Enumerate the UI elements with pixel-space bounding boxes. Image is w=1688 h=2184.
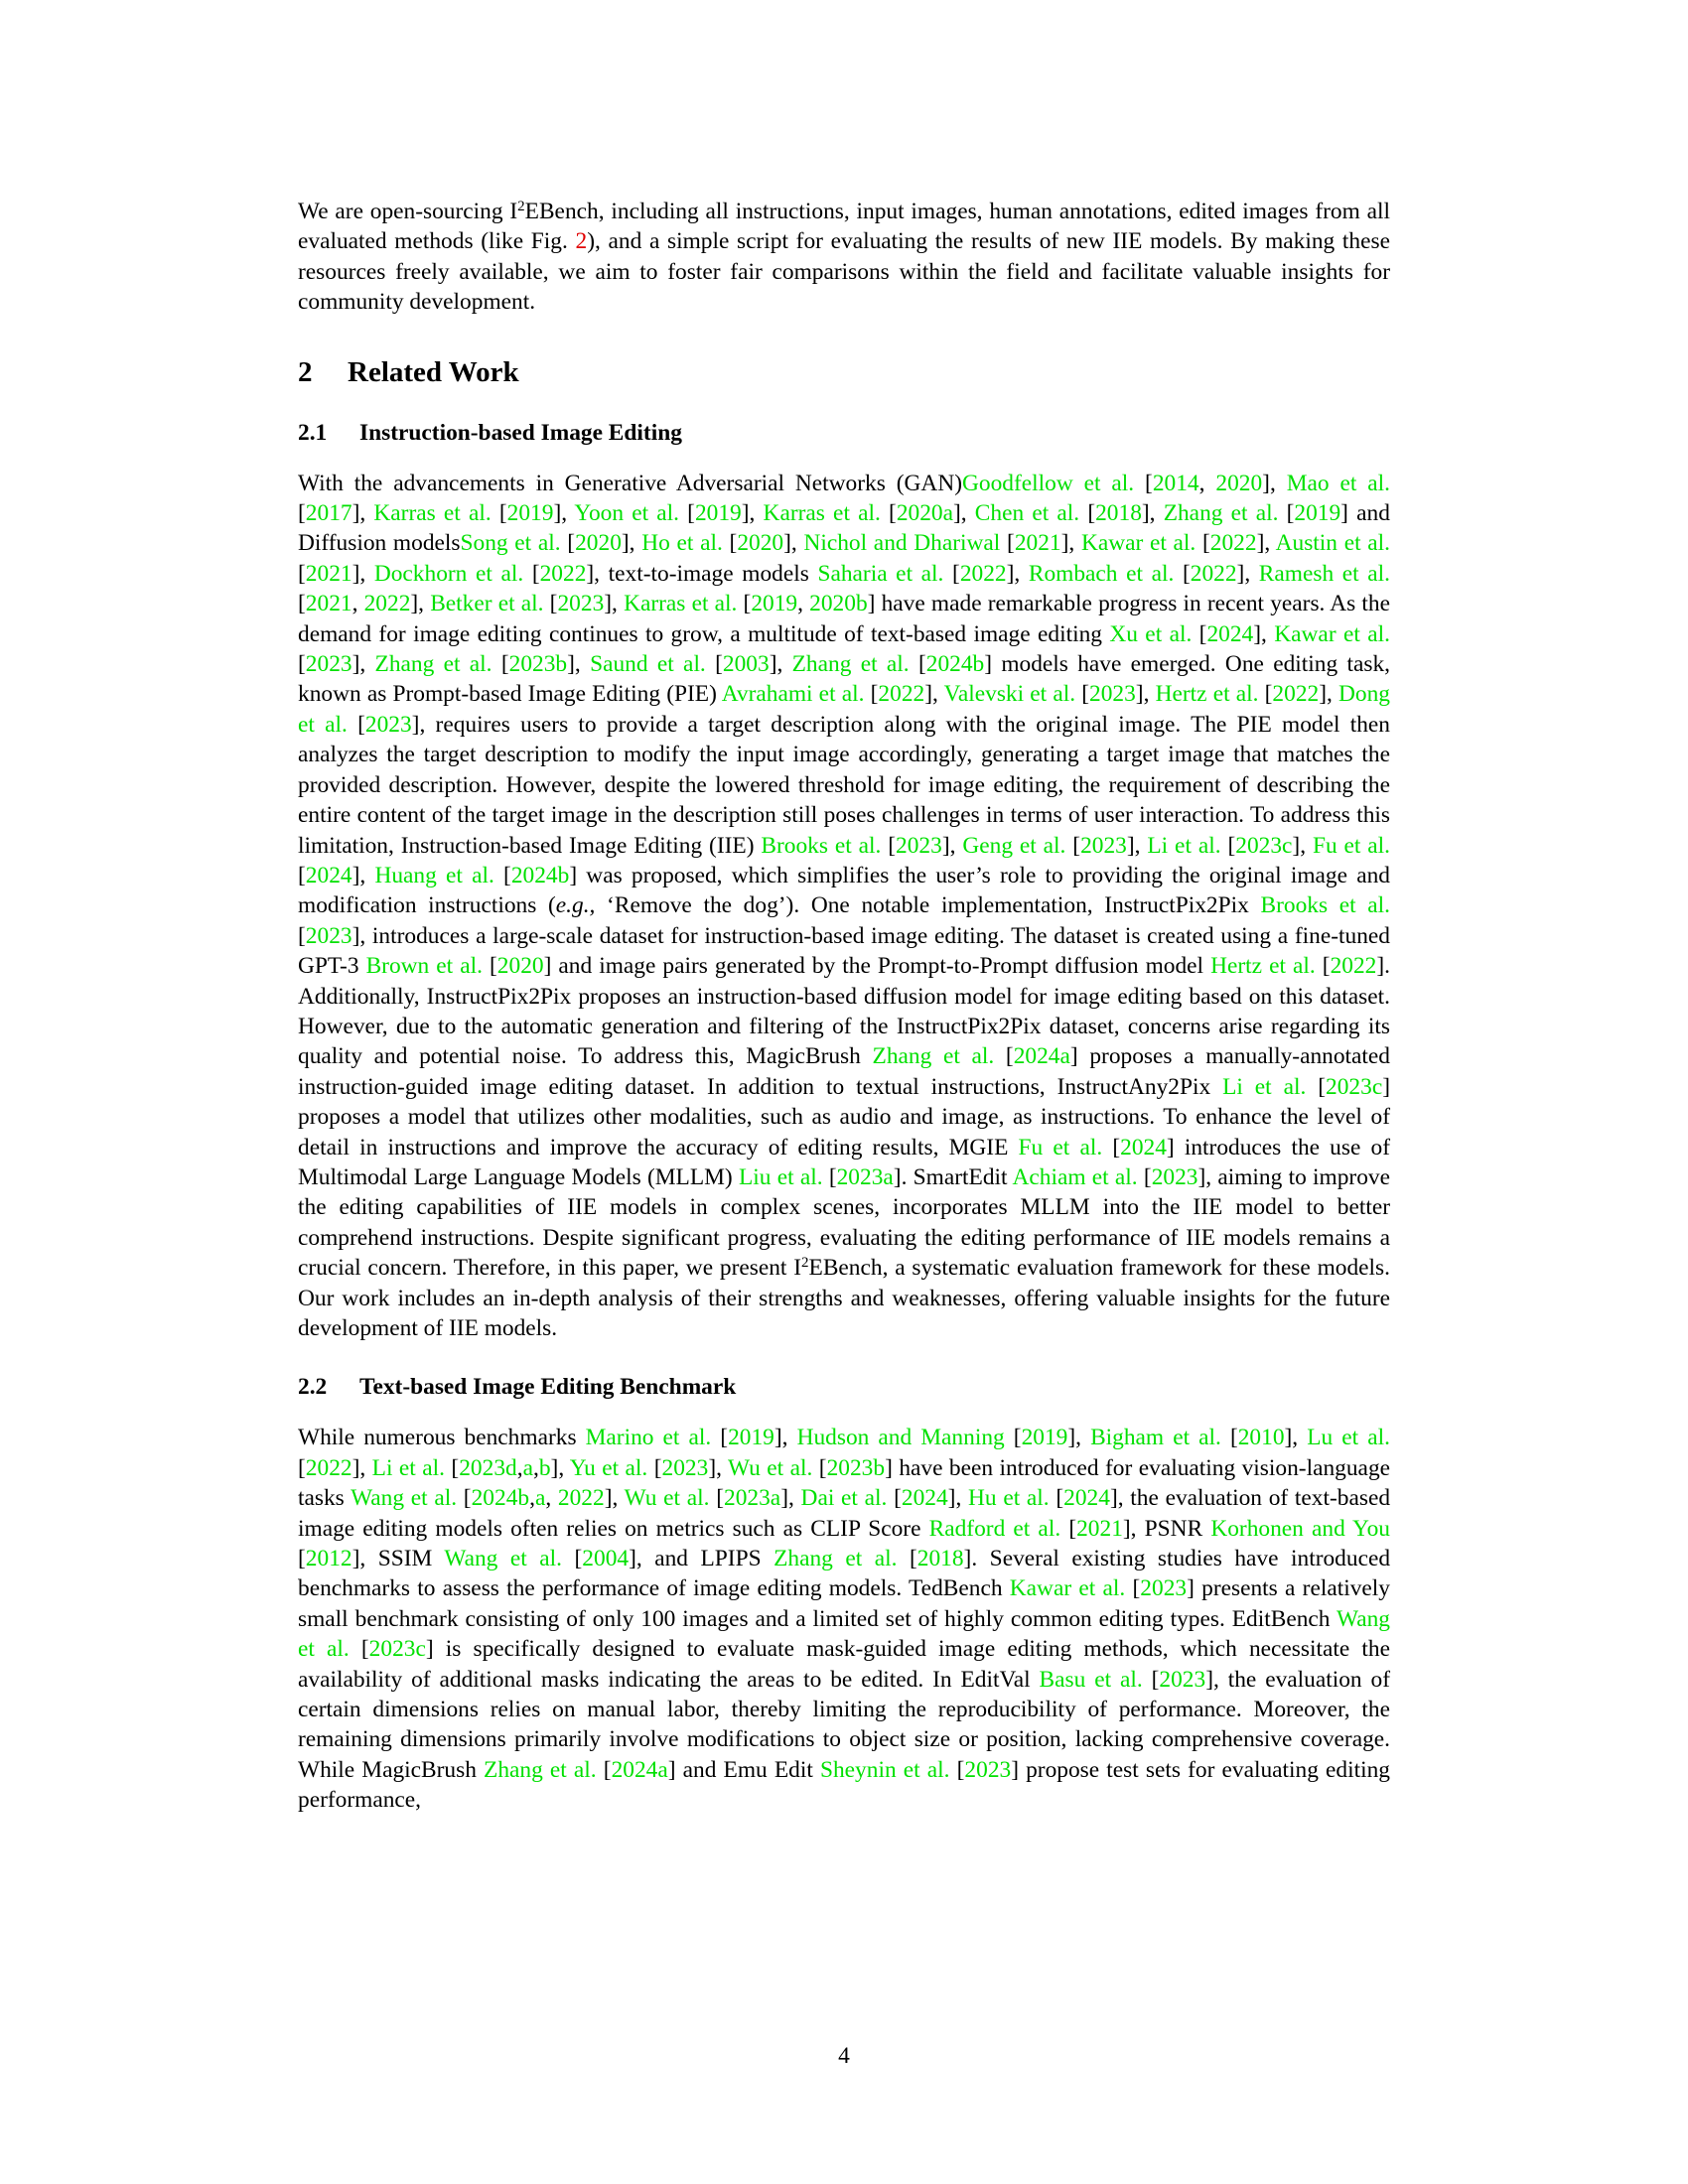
subsection-heading-benchmark	[298, 1373, 1390, 1401]
citation-link[interactable]: 2022	[557, 1485, 605, 1512]
body-text: ],	[780, 1485, 801, 1512]
citation-link[interactable]: 2024	[1206, 620, 1254, 647]
citation-link[interactable]: 2022	[305, 1454, 352, 1481]
citation-link[interactable]: 2023a	[836, 1163, 894, 1190]
body-text: [	[493, 862, 511, 888]
body-text: ] have made remarkable progress in recent years. As the demand for image editing continues to grow, a multitude of text-based image editing	[298, 591, 1391, 647]
body-text: [	[864, 681, 879, 708]
citation-link[interactable]: Saund et al.	[590, 651, 706, 678]
body-text: [	[709, 1485, 725, 1512]
subsection-title: Instruction-based Image Editing	[359, 419, 682, 446]
body-text: [	[491, 500, 507, 527]
body-text: [	[1075, 681, 1090, 708]
citation-link[interactable]: 2018	[916, 1546, 964, 1572]
body-text: ],	[769, 651, 792, 678]
citation-link[interactable]: Fu et al.	[1312, 832, 1391, 859]
intro-text: ), and a simple script for evaluating the results of new IIE models. By making these resources freely available, we aim to foster fair comparisons within the field and facilitate valuable insights for community development.	[298, 228, 1390, 316]
citation-link[interactable]: 2019	[506, 500, 554, 527]
page-number: 4	[838, 2043, 850, 2069]
citation-link[interactable]: 2019	[728, 1425, 774, 1451]
citation-link[interactable]: 2023	[305, 922, 352, 949]
body-text: [	[897, 1546, 917, 1572]
body-text: ]. Several existing studies have introduced benchmarks to assess the performance of image editing models. TedBench	[298, 1546, 1391, 1602]
body-text: ], text-to-image models	[586, 560, 818, 587]
citation-link[interactable]: 2023b	[826, 1454, 886, 1481]
citation-link[interactable]: 2010	[1237, 1425, 1285, 1451]
citation-link[interactable]: Song et al.	[460, 530, 561, 557]
citation-link[interactable]: Kawar et al.	[1009, 1575, 1126, 1602]
citation-link[interactable]: 2022	[1190, 560, 1237, 587]
body-text: ],	[550, 1454, 570, 1481]
body-text: ],	[1006, 560, 1029, 587]
citation-link[interactable]: 2023a	[724, 1485, 781, 1512]
body-text: [	[1220, 1425, 1238, 1451]
body-text: ],	[604, 1485, 625, 1512]
body-text: ,	[797, 591, 810, 617]
body-text: ],	[553, 500, 575, 527]
body-text: [	[1258, 681, 1273, 708]
body-text: With the advancements in Generative Adversarial Networks (GAN)	[298, 470, 962, 496]
citation-link[interactable]: Brooks et al.	[1260, 892, 1390, 919]
citation-link[interactable]: 2020	[575, 530, 622, 557]
body-text: [	[298, 560, 306, 587]
body-text: ],	[941, 832, 963, 859]
body-text: [	[457, 1485, 472, 1512]
citation-link[interactable]: Li et al.	[1147, 832, 1221, 859]
citation-link[interactable]: 2019	[1294, 500, 1341, 527]
citation-link[interactable]: Kawar et al.	[1080, 530, 1196, 557]
body-text: ],	[567, 651, 591, 678]
body-text: ] models have emerged. One editing task, known as Prompt-based Image Editing (PIE)	[298, 651, 1391, 708]
body-text: ]. SmartEdit	[893, 1163, 1013, 1190]
body-text: [	[298, 1454, 306, 1481]
citation-link[interactable]: 2022	[959, 560, 1007, 587]
citation-link[interactable]: 2024b	[471, 1485, 530, 1512]
body-text: [	[887, 1485, 902, 1512]
citation-link[interactable]: 2014	[1152, 470, 1199, 496]
body-text: [	[1004, 1425, 1022, 1451]
superscript: 2	[517, 199, 525, 214]
body-text: [	[298, 651, 306, 678]
citation-link[interactable]: Wang et al.	[351, 1485, 458, 1512]
body-text: ],	[1256, 530, 1276, 557]
body-text: ] proposes a model that utilizes other modalities, such as audio and image, as instructions. To enhance the level of detail in instructions and improve the accuracy of editing results, MGIE	[298, 1073, 1390, 1160]
body-text: [	[1065, 832, 1081, 859]
citation-link[interactable]: 2004	[582, 1546, 630, 1572]
body-text: ],	[708, 1454, 728, 1481]
body-text: ],	[1135, 681, 1156, 708]
body-text: ], introduces a large-scale dataset for instruction-based image editing. The dataset is created using a fine-tuned GPT-3	[298, 922, 1390, 980]
citation-link[interactable]: 2023	[896, 832, 942, 859]
body-text: ],	[1292, 832, 1313, 859]
citation-link[interactable]: 2024	[305, 862, 352, 888]
body-text: ], PSNR	[1122, 1515, 1211, 1542]
citation-link[interactable]: 2023	[557, 591, 605, 617]
citation-link[interactable]: 2012	[305, 1546, 352, 1572]
citation-link[interactable]: 2020	[737, 530, 784, 557]
body-text: [	[737, 591, 752, 617]
body-text: [	[1000, 530, 1015, 557]
body-text: ] and image pairs generated by the Prompt-to-Prompt diffusion model	[543, 953, 1211, 980]
body-text: [	[523, 560, 540, 587]
body-text: [	[822, 1163, 837, 1190]
body-text: ],	[1262, 470, 1287, 496]
citation-link[interactable]: Betker et al.	[430, 591, 544, 617]
citation-link[interactable]: Zhang et al.	[1163, 500, 1279, 527]
citation-link[interactable]: Li et al.	[371, 1454, 445, 1481]
body-text: [	[1134, 470, 1153, 496]
body-text: ],	[1319, 681, 1338, 708]
body-text: [	[1278, 500, 1295, 527]
citation-link[interactable]: Hertz et al.	[1155, 681, 1259, 708]
citation-link[interactable]: 2023c	[1235, 832, 1293, 859]
citation-link[interactable]: Zhang et al.	[484, 1756, 597, 1783]
body-text: [	[1142, 1666, 1160, 1693]
citation-link[interactable]: Brown et al.	[365, 953, 483, 980]
body-text: ],	[774, 1425, 797, 1451]
citation-link[interactable]: Wang et al.	[444, 1546, 562, 1572]
citation-link[interactable]: Karras et al.	[624, 591, 738, 617]
body-text: [	[1174, 560, 1191, 587]
citation-link[interactable]: Dockhorn et al.	[373, 560, 524, 587]
body-text: [	[994, 1043, 1014, 1070]
citation-link[interactable]: Huang et al.	[374, 862, 494, 888]
citation-link[interactable]: 2022	[1209, 530, 1257, 557]
body-text: ,	[516, 1454, 523, 1481]
body-text: [	[949, 1756, 965, 1783]
citation-link[interactable]: Zhang et al.	[791, 651, 910, 678]
citation-link[interactable]: Nichol and Dhariwal	[803, 530, 1001, 557]
citation-link[interactable]: Mao et al.	[1286, 470, 1390, 496]
citation-link[interactable]: Achiam et al.	[1012, 1163, 1138, 1190]
citation-link[interactable]: b	[538, 1454, 551, 1481]
citation-link[interactable]: 2019	[1021, 1425, 1068, 1451]
citation-link[interactable]: Brooks et al.	[761, 832, 882, 859]
citation-link[interactable]: 2003	[722, 651, 770, 678]
body-text: [	[678, 500, 695, 527]
body-text: [	[909, 651, 926, 678]
citation-link[interactable]: Liu et al.	[738, 1163, 823, 1190]
body-text: ],	[741, 500, 764, 527]
intro-text: We are open-sourcing I	[298, 199, 518, 224]
section-number: 2	[298, 355, 313, 388]
body-text: ,	[532, 1454, 539, 1481]
body-text: ],	[1141, 500, 1164, 527]
body-text: ] is specifically designed to evaluate mask-guided image editing methods, which necessitate the availability of additional masks indicating the areas to be edited. In EditVal	[298, 1636, 1390, 1693]
citation-link[interactable]: 2023c	[1326, 1073, 1383, 1100]
body-text: [	[298, 500, 306, 527]
body-text: ],	[1253, 620, 1275, 647]
body-text: EBench, a systematic evaluation framework for these models. Our work includes an in-depth analysis of their strengths and weaknesses, offering valuable insights for the future development of IIE models.	[298, 1255, 1390, 1341]
body-text: [	[1315, 953, 1331, 980]
body-text: ],	[621, 530, 642, 557]
citation-link[interactable]: 2023	[661, 1454, 709, 1481]
subsection-heading-instruction-editing	[298, 419, 1390, 447]
body-text: ] and Diffusion models	[298, 500, 1390, 557]
citation-link[interactable]: Marino et al.	[585, 1425, 712, 1451]
subsection-number: 2.1	[298, 419, 328, 446]
body-text: ], and LPIPS	[629, 1546, 774, 1572]
citation-link[interactable]: 2024	[1120, 1134, 1167, 1160]
citation-link[interactable]: 2023	[305, 651, 352, 678]
body-text: ‘Remove the dog’). One notable implementation, InstructPix2Pix	[595, 892, 1261, 919]
citation-link[interactable]: 2023	[1080, 832, 1127, 859]
citation-link[interactable]: Radford et al.	[928, 1515, 1061, 1542]
citation-link[interactable]: 2020	[1215, 470, 1263, 496]
citation-link[interactable]: Basu et al.	[1039, 1666, 1143, 1693]
body-text: [	[492, 651, 509, 678]
body-text: While numerous benchmarks	[298, 1425, 586, 1451]
body-text: ],	[1067, 1425, 1091, 1451]
body-text: ],	[924, 681, 944, 708]
citation-link[interactable]: Kawar et al.	[1274, 620, 1390, 647]
superscript: 2	[801, 1255, 809, 1272]
body-text: [	[880, 500, 897, 527]
citation-link[interactable]: 2022	[1330, 953, 1377, 980]
citation-link[interactable]: Geng et al.	[962, 832, 1066, 859]
body-text: ],	[952, 500, 975, 527]
body-text: ], aiming to improve the editing capabilities of IIE models in complex scenes, incorporates MLLM into the IIE model to better comprehend instructions. Despite significant progress, evaluating the editing performance of IIE models remains a crucial concern. Therefore, in this paper, we present I	[298, 1163, 1390, 1282]
citation-link[interactable]: Korhonen and You	[1210, 1515, 1390, 1542]
body-text: [	[298, 1546, 306, 1572]
citation-link[interactable]: 2022	[539, 560, 587, 587]
citation-link[interactable]: 2024a	[611, 1756, 668, 1783]
citation-link[interactable]: 2024b	[925, 651, 985, 678]
citation-link[interactable]: Karras et al.	[373, 500, 492, 527]
paragraph-instruction-editing	[298, 469, 1390, 1344]
citation-link[interactable]: Valevski et al.	[943, 681, 1076, 708]
citation-link[interactable]: Austin et al.	[1275, 530, 1390, 557]
body-text: ] introduces the use of Multimodal Large Language Models (MLLM)	[298, 1134, 1390, 1190]
body-text: [	[1306, 1073, 1327, 1100]
citation-link[interactable]: 2023d	[459, 1454, 517, 1481]
citation-link[interactable]: 2023	[1151, 1163, 1198, 1190]
body-text: [	[1102, 1134, 1121, 1160]
body-text: ] have been introduced for evaluating vision-language tasks	[298, 1454, 1391, 1512]
citation-link[interactable]: Rombach et al.	[1028, 560, 1175, 587]
citation-link[interactable]: 2021	[305, 591, 352, 617]
citation-link[interactable]: Ramesh et al.	[1258, 560, 1390, 587]
subsection-title: Text-based Image Editing Benchmark	[359, 1374, 737, 1401]
section-title: Related Work	[348, 355, 519, 388]
body-text: [	[705, 651, 723, 678]
body-text: ] proposes a manually-annotated instruction-guided image editing dataset. In addition to textual instructions, InstructAny2Pix	[298, 1043, 1390, 1100]
body-text: ],	[1284, 1425, 1308, 1451]
body-text: ] and Emu Edit	[667, 1756, 820, 1783]
section-heading-related-work	[298, 355, 1390, 389]
citation-link[interactable]: Hertz et al.	[1210, 953, 1316, 980]
citation-link[interactable]: Fu et al.	[1018, 1134, 1103, 1160]
body-text: ],	[352, 560, 374, 587]
citation-link[interactable]: 2019	[694, 500, 742, 527]
citation-link[interactable]: Dai et al.	[800, 1485, 888, 1512]
body-text: ] was proposed, which simplifies the user’s role to providing the original image and modification instructions (	[298, 862, 1390, 919]
body-text: ],	[1236, 560, 1259, 587]
citation-link[interactable]: 2018	[1095, 500, 1142, 527]
body-text: [	[298, 862, 306, 888]
citation-link[interactable]: 2023b	[508, 651, 568, 678]
citation-link[interactable]: Lu et al.	[1307, 1425, 1390, 1451]
citation-link[interactable]: 2023c	[368, 1636, 426, 1663]
citation-link[interactable]: 2021	[305, 560, 352, 587]
body-text: ],	[410, 591, 431, 617]
subsection-number: 2.2	[298, 1374, 328, 1401]
citation-link[interactable]: Wu et al.	[727, 1454, 813, 1481]
body-text: [	[722, 530, 738, 557]
intro-paragraph	[298, 197, 1390, 318]
body-text: ], requires users to provide a target description along with the original image. The PIE model then analyzes the target description to modify the input image accordingly, generating a target image that matches the provided description. However, despite the lowered threshold for image editing, the requirement of describing the entire content of the target image in the description still poses challenges in terms of user interaction. To address this limitation, Instruction-based Image Editing (IIE)	[298, 711, 1390, 859]
body-text: [	[881, 832, 897, 859]
citation-link[interactable]: a	[522, 1454, 533, 1481]
citation-link[interactable]: Ho et al.	[641, 530, 723, 557]
citation-link[interactable]: 2022	[363, 591, 411, 617]
citation-link[interactable]: 2023	[364, 711, 412, 738]
citation-link[interactable]: Sheynin et al.	[819, 1756, 950, 1783]
citation-link[interactable]: Wu et al.	[624, 1485, 710, 1512]
citation-link[interactable]: 2024b	[510, 862, 570, 888]
body-text: [	[482, 953, 497, 980]
body-text: [	[1079, 500, 1096, 527]
body-text: [	[298, 591, 306, 617]
citation-link[interactable]: 2020b	[809, 591, 868, 617]
citation-link[interactable]: Zhang et al.	[872, 1043, 995, 1070]
body-text: ],	[352, 651, 375, 678]
citation-link[interactable]: 2021	[1014, 530, 1061, 557]
citation-link[interactable]: Chen et al.	[974, 500, 1080, 527]
body-text: ],	[352, 862, 375, 888]
body-text: [	[1196, 530, 1210, 557]
body-text: [	[1137, 1163, 1152, 1190]
citation-link[interactable]: 2023	[1159, 1666, 1206, 1693]
body-text: ],	[352, 500, 374, 527]
body-text: [	[1049, 1485, 1064, 1512]
citation-link[interactable]: 2020a	[896, 500, 953, 527]
citation-link[interactable]: Saharia et al.	[817, 560, 944, 587]
body-text: [	[444, 1454, 460, 1481]
paper-page	[298, 197, 1390, 1816]
citation-link[interactable]: Dong et al.	[298, 681, 1390, 738]
body-text: ], SSIM	[352, 1546, 445, 1572]
intro-text: EBench, including all instructions, input images, human annotations, edited images from all evaluated methods (like Fig.	[298, 199, 1390, 255]
citation-link[interactable]: 2024a	[1013, 1043, 1070, 1070]
citation-link[interactable]: 2020	[496, 953, 544, 980]
body-text: [	[596, 1756, 612, 1783]
body-text: ], the evaluation of certain dimensions relies on manual labor, thereby limiting the reproducibility of performance. Moreover, the remaining dimensions primarily involve modifications to object size or position, lacking comprehensive coverage. While MagicBrush	[298, 1666, 1390, 1783]
body-text: ],	[1060, 530, 1081, 557]
citation-link[interactable]: Karras et al.	[763, 500, 881, 527]
body-text: ],	[1126, 832, 1148, 859]
citation-link[interactable]: 2019	[751, 591, 798, 617]
citation-link[interactable]: 2021	[1076, 1515, 1123, 1542]
body-text: [	[562, 1546, 583, 1572]
body-text: ,	[545, 1485, 558, 1512]
citation-link[interactable]: Hudson and Manning	[796, 1425, 1005, 1451]
citation-link[interactable]: Zhang et al.	[774, 1546, 898, 1572]
citation-link[interactable]: Yoon et al.	[574, 500, 679, 527]
citation-link[interactable]: 2024	[1063, 1485, 1110, 1512]
body-text: ,	[352, 591, 364, 617]
citation-link[interactable]: 2023	[964, 1756, 1012, 1783]
citation-link[interactable]: 2023	[1140, 1575, 1188, 1602]
figure-reference-link[interactable]: 2	[575, 228, 588, 255]
body-text: [	[298, 922, 306, 949]
body-text: ], the evaluation of text-based image editing models often relies on metrics such as CLIP Score	[298, 1485, 1391, 1542]
citation-link[interactable]: Hu et al.	[968, 1485, 1050, 1512]
body-text: [	[711, 1425, 729, 1451]
body-text: ,	[529, 1485, 535, 1512]
body-text: ],	[352, 1454, 372, 1481]
body-text: ]. Additionally, InstructPix2Pix proposes an instruction-based diffusion model for image editing based on this dataset. However, due to the automatic generation and filtering of the InstructPix2Pix dataset, concerns arise regarding its quality and potential noise. To address this, MagicBrush	[298, 953, 1391, 1070]
citation-link[interactable]: 2017	[305, 500, 352, 527]
body-text: [	[349, 1636, 369, 1663]
body-text: ],	[947, 1485, 969, 1512]
citation-link[interactable]: Bigham et al.	[1090, 1425, 1221, 1451]
body-text: [	[647, 1454, 662, 1481]
body-text: ],	[783, 530, 804, 557]
citation-link[interactable]: 2023	[1089, 681, 1136, 708]
body-text: [	[1192, 620, 1207, 647]
citation-link[interactable]: Zhang et al.	[374, 651, 492, 678]
body-text: [	[1220, 832, 1236, 859]
citation-link[interactable]: Xu et al.	[1109, 620, 1193, 647]
body-text: [	[943, 560, 960, 587]
citation-link[interactable]: 2022	[1272, 681, 1320, 708]
citation-link[interactable]: Wang et al.	[298, 1605, 1390, 1663]
body-text: ] presents a relatively small benchmark consisting of only 100 images and a limited set of highly common editing types. EditBench	[298, 1575, 1390, 1632]
body-text: [	[812, 1454, 827, 1481]
body-text: [	[560, 530, 576, 557]
citation-link[interactable]: Yu et al.	[569, 1454, 648, 1481]
citation-link[interactable]: Goodfellow et al.	[962, 470, 1135, 496]
italic-text: e.g.,	[555, 892, 596, 919]
body-text: [	[543, 591, 558, 617]
body-text: [	[1060, 1515, 1077, 1542]
paragraph-benchmark	[298, 1423, 1390, 1815]
citation-link[interactable]: 2024	[901, 1485, 948, 1512]
citation-link[interactable]: Avrahami et al.	[721, 681, 865, 708]
body-text: [	[347, 711, 365, 738]
citation-link[interactable]: 2022	[878, 681, 925, 708]
body-text: ,	[1198, 470, 1216, 496]
body-text: [	[1125, 1575, 1141, 1602]
citation-link[interactable]: Li et al.	[1222, 1073, 1307, 1100]
citation-link[interactable]: a	[534, 1485, 546, 1512]
body-text: ] propose test sets for evaluating editing performance,	[298, 1756, 1391, 1814]
body-text: ],	[604, 591, 625, 617]
